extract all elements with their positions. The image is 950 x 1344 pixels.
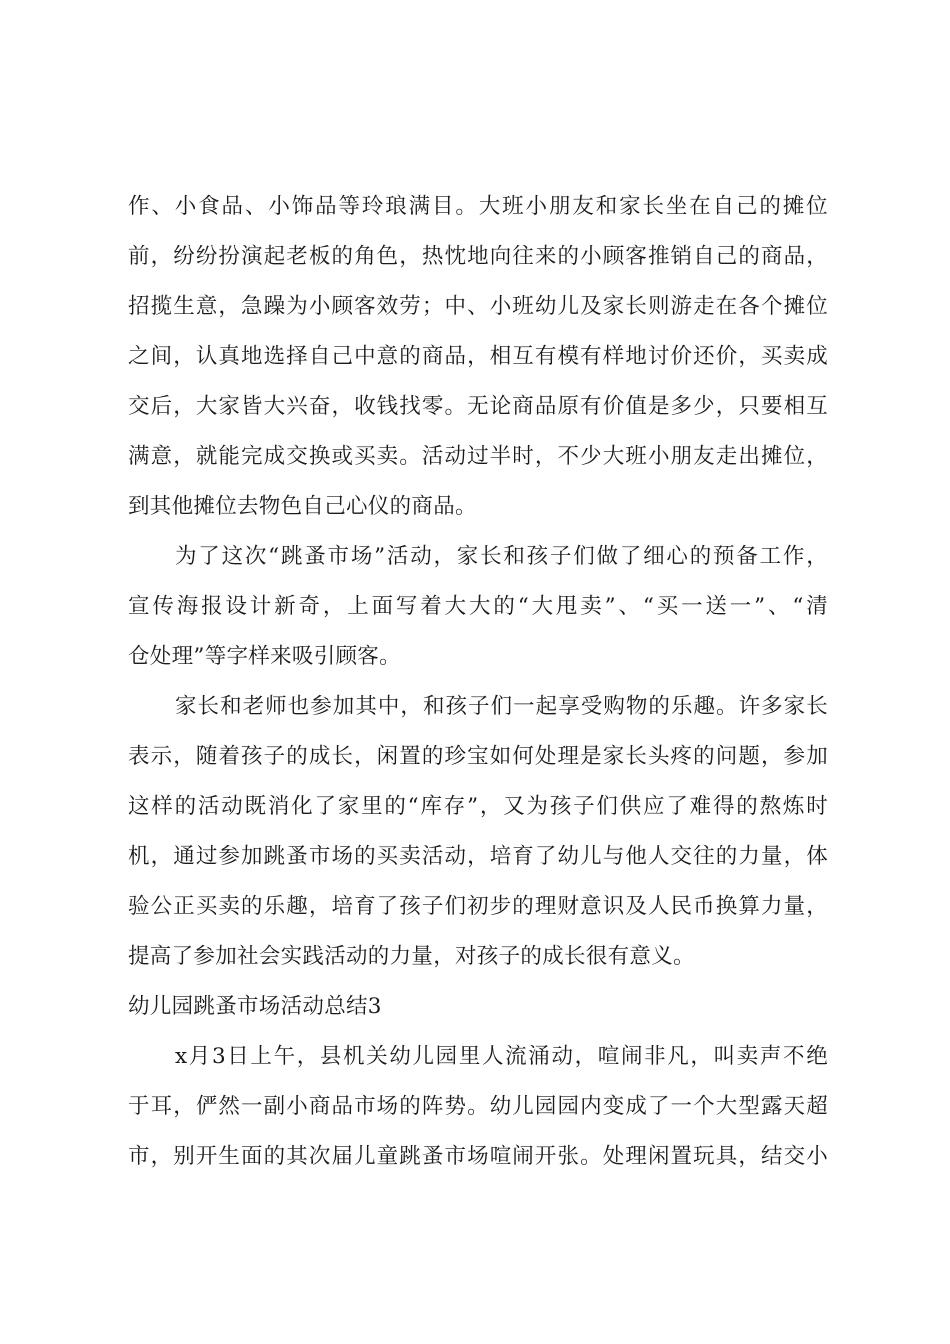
paragraph-line: 表示，随着孩子的成长，闲置的珍宝如何处理是家长头疼的问题，参加 [128, 744, 828, 769]
paragraph-line: x月3日上午，县机关幼儿园里人流涌动，喧闹非凡，叫卖声不绝 [175, 1044, 828, 1069]
paragraph-line: 为了这次“跳蚤市场”活动，家长和孩子们做了细心的预备工作， [175, 544, 828, 569]
paragraph-line: 市，别开生面的其次届儿童跳蚤市场喧闹开张。处理闲置玩具，结交小 [128, 1144, 828, 1169]
paragraph-line: 作、小食品、小饰品等玲琅满目。大班小朋友和家长坐在自己的摊位 [128, 194, 828, 219]
paragraph-line: 之间，认真地选择自己中意的商品，相互有模有样地讨价还价，买卖成 [128, 344, 828, 369]
paragraph-line: 宣传海报设计新奇，上面写着大大的“大甩卖”、“买一送一”、“清 [128, 594, 828, 619]
paragraph-line: 交后，大家皆大兴奋，收钱找零。无论商品原有价值是多少，只要相互 [128, 394, 828, 419]
paragraph-line: 机，通过参加跳蚤市场的买卖活动，培育了幼儿与他人交往的力量，体 [128, 844, 828, 869]
paragraph-line: 于耳，俨然一副小商品市场的阵势。幼儿园园内变成了一个大型露天超 [128, 1094, 828, 1119]
paragraph-line: 这样的活动既消化了家里的“库存”，又为孩子们供应了难得的熬炼时 [128, 794, 828, 819]
paragraph-line: 提高了参加社会实践活动的力量，对孩子的成长很有意义。 [128, 944, 695, 969]
paragraph-line: 家长和老师也参加其中，和孩子们一起享受购物的乐趣。许多家长 [175, 694, 828, 719]
paragraph-line: 到其他摊位去物色自己心仪的商品。 [128, 494, 477, 519]
paragraph-line: 验公正买卖的乐趣，培育了孩子们初步的理财意识及人民币换算力量， [128, 894, 828, 919]
paragraph-line: 招揽生意，急躁为小顾客效劳；中、小班幼儿及家长则游走在各个摊位 [128, 294, 828, 319]
paragraph-line: 前，纷纷扮演起老板的角色，热忱地向往来的小顾客推销自己的商品， [128, 244, 828, 269]
paragraph-line: 仓处理”等字样来吸引顾客。 [128, 644, 401, 669]
section-heading: 幼儿园跳蚤市场活动总结3 [128, 994, 382, 1019]
paragraph-line: 满意，就能完成交换或买卖。活动过半时，不少大班小朋友走出摊位， [128, 444, 828, 469]
